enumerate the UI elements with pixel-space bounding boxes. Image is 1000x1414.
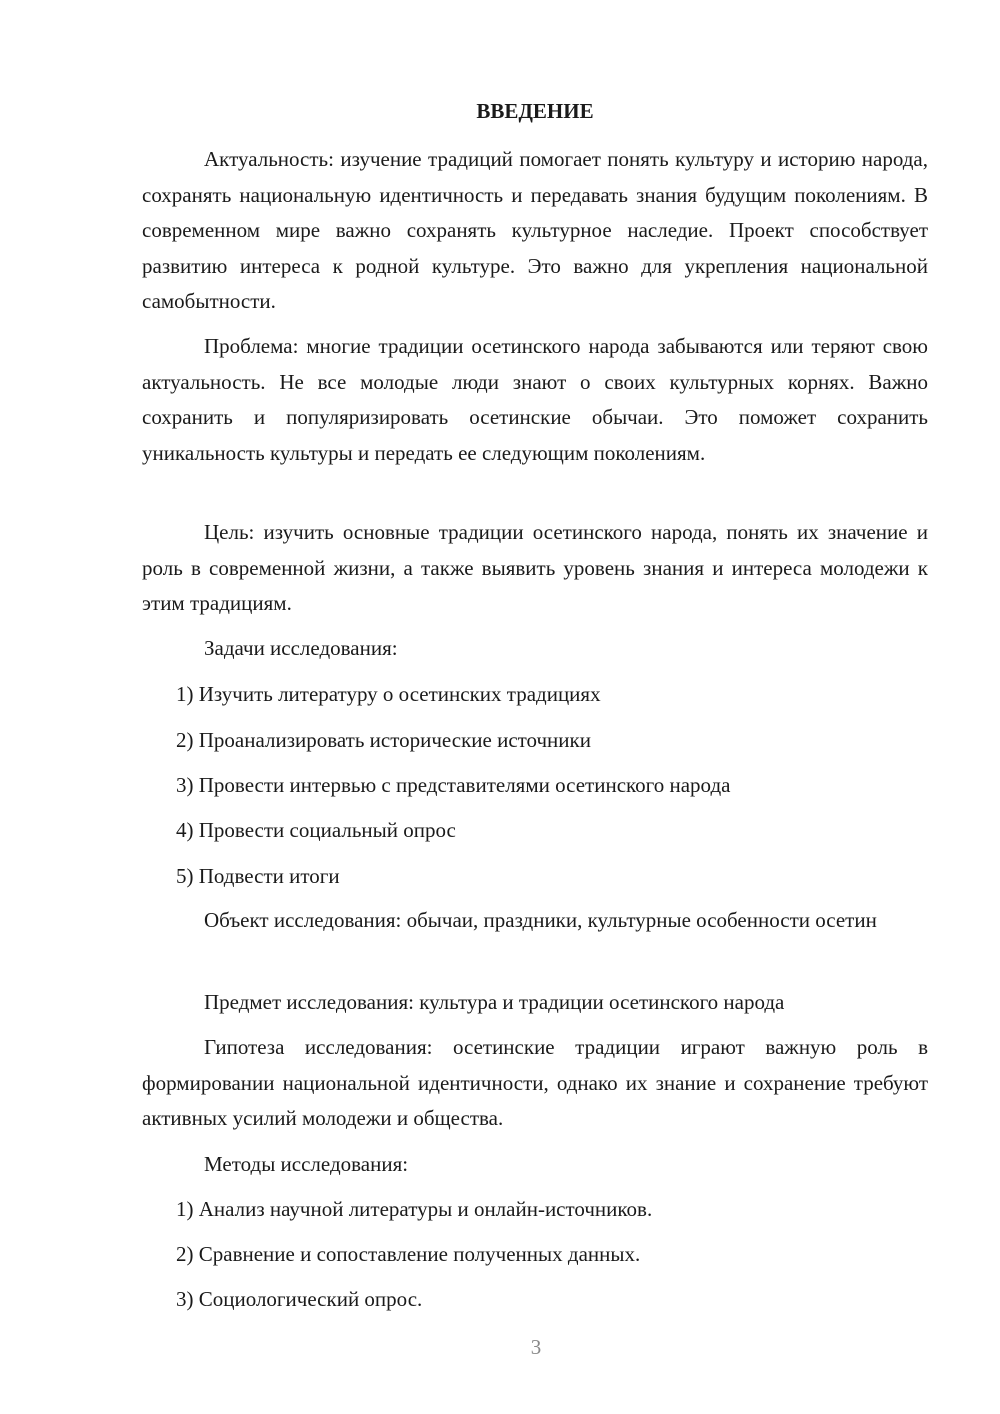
- page-number: 3: [530, 1335, 542, 1359]
- paragraph-goal: Цель: изучить основные традиции осетинского народа, понять их значение и роль в современной жизни, а также выявить уровень знания и интереса молодежи к этим традициям.: [142, 520, 928, 615]
- method-item: 3) Социологический опрос.: [176, 1287, 423, 1311]
- page-title: ВВЕДЕНИЕ: [476, 99, 594, 123]
- task-item: 1) Изучить литературу о осетинских традициях: [176, 682, 601, 706]
- paragraph-problem: Проблема: многие традиции осетинского народа забываются или теряют свою актуальность. Не все молодые люди знают о своих культурных корнях. Важно сохранить и популяризировать осетинские обычаи. Это поможет сохранить уникальность культуры и передать ее следующим поколениям.: [142, 334, 928, 465]
- task-item: 4) Провести социальный опрос: [176, 818, 456, 842]
- task-item: 3) Провести интервью с представителями осетинского народа: [176, 773, 731, 797]
- task-item: 2) Проанализировать исторические источники: [176, 728, 591, 752]
- task-item: 5) Подвести итоги: [176, 864, 340, 888]
- tasks-heading: Задачи исследования:: [204, 636, 398, 660]
- method-item: 1) Анализ научной литературы и онлайн-источников.: [176, 1197, 653, 1221]
- paragraph-subject: Предмет исследования: культура и традиции осетинского народа: [204, 990, 785, 1014]
- paragraph-hypothesis: Гипотеза исследования: осетинские традиции играют важную роль в формировании национальной идентичности, однако их знание и сохранение требуют активных усилий молодежи и общества.: [142, 1035, 928, 1130]
- paragraph-relevance: Актуальность: изучение традиций помогает понять культуру и историю народа, сохранять национальную идентичность и передавать знания будущим поколениям. В современном мире важно сохранять культурное наследие. Проект способствует развитию интереса к родной культуре. Это важно для укрепления национальной самобытности.: [142, 147, 928, 313]
- paragraph-object: Объект исследования: обычаи, праздники, культурные особенности осетин: [204, 908, 877, 932]
- methods-heading: Методы исследования:: [204, 1152, 409, 1176]
- method-item: 2) Сравнение и сопоставление полученных данных.: [176, 1242, 641, 1266]
